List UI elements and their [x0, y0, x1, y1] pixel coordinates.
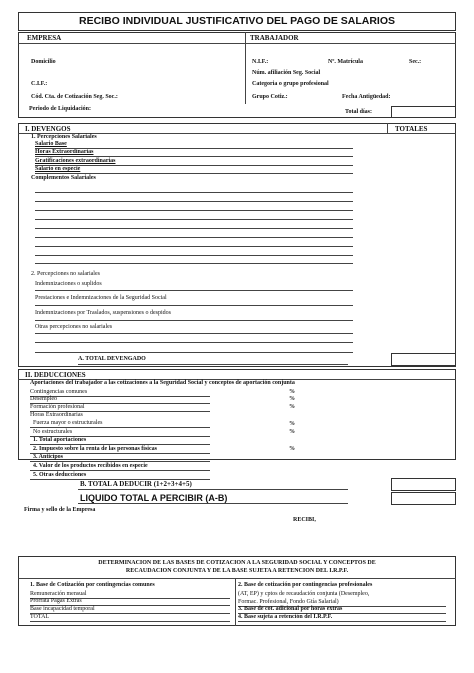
bases-left-header: 1. Base de Cotización por contingencias comunes: [30, 582, 155, 588]
entry-line: [30, 621, 230, 622]
firma-label: Firma y sello de la Empresa: [24, 507, 96, 513]
section-header-line: [18, 43, 456, 44]
total-deducir-field[interactable]: [391, 478, 456, 491]
entry-line: [35, 173, 353, 174]
entry-line: [35, 201, 353, 202]
anticipos: 3. Anticipos: [33, 454, 64, 460]
entry-line: [35, 333, 353, 334]
bases-divider: [235, 578, 236, 626]
bases-right-header: 2. Base de cotización por contingencias profesionales: [238, 582, 373, 588]
salario-base: Salario Base: [35, 141, 67, 147]
bases-right-line3: Formac. Profesional, Fondo Gtía Salarial): [238, 599, 339, 605]
entry-line: [35, 148, 353, 149]
contingencias-comunes: Contingencias comunes: [30, 389, 88, 395]
desempleo: Desempleo: [30, 396, 57, 402]
percepciones-salariales: 1. Percepciones Salariales: [31, 134, 97, 140]
section-divider: [245, 32, 246, 104]
entry-line: [238, 621, 446, 622]
afiliacion-label: Núm. afiliación Seg. Social: [252, 70, 321, 76]
aportaciones-label: Aportaciones del trabajador a las cotizaciones a la Seguridad Social y conceptos de aportación conjunta: [30, 380, 295, 386]
entry-line: [35, 246, 353, 247]
bases-horas-extras: 3. Base de cot. adicional por horas extras: [238, 606, 343, 612]
matricula-label: Nº. Matrícula: [328, 59, 363, 65]
total-dias-label: Total días:: [345, 109, 372, 115]
total-devengado-line: [78, 364, 348, 365]
horas-extra: Horas Extraordinarias: [35, 149, 94, 155]
total-dias-field[interactable]: [391, 106, 456, 118]
pct-fuerza-mayor: %: [289, 421, 295, 427]
gratificaciones: Gratificaciones extraordinarias: [35, 158, 116, 164]
deducciones-header: II. DEDUCCIONES: [25, 371, 86, 379]
bases-irpf: 4. Base sujeta a retención del I.R.P.F.: [238, 614, 333, 620]
entry-line: [30, 613, 230, 614]
cif-label: C.I.F.:: [31, 81, 48, 87]
trabajador-header: TRABAJADOR: [250, 34, 299, 42]
entry-line: [35, 210, 353, 211]
entry-line: [35, 156, 353, 157]
entry-line: [30, 427, 210, 428]
liquido-field[interactable]: [391, 492, 456, 505]
entry-line: [35, 192, 353, 193]
entry-line: [35, 219, 353, 220]
liquido-line: [78, 503, 348, 504]
empresa-header: EMPRESA: [27, 34, 62, 42]
entry-line: [35, 320, 353, 321]
entry-line: [35, 263, 353, 264]
totales-header: TOTALES: [395, 125, 428, 133]
entry-line: [30, 396, 210, 397]
bases-header-line: [18, 578, 456, 579]
irpf-label: 2. Impuesto sobre la renta de las personas físicas: [33, 446, 157, 452]
grupo-label: Grupo Cotiz.:: [252, 94, 288, 100]
entry-line: [35, 255, 353, 256]
prestaciones: Prestaciones e Indemnizaciones de la Seguridad Social: [35, 295, 167, 301]
bases-title-2: RECAUDACION CONJUNTA Y DE LA BASE SUJETA A RETENCION DEL I.R.P.F.: [125, 568, 349, 574]
bases-right-line2: (AT, EP) y cptos de recaudación conjunta (Desempleo,: [238, 591, 370, 597]
formacion: Formación profesional: [30, 404, 85, 410]
entry-line: [35, 352, 353, 353]
periodo-label: Periodo de Liquidación:: [29, 106, 92, 112]
nif-label: N.I.F.:: [252, 59, 269, 65]
total-devengado-label: A. TOTAL DEVENGADO: [78, 356, 146, 362]
antiguedad-label: Fecha Antigüedad:: [342, 94, 391, 100]
devengos-totales-divider: [387, 123, 388, 133]
cod-cta-label: Cód. Cta. de Cotización Seg. Soc.:: [31, 94, 118, 100]
entry-line: [35, 305, 353, 306]
indemnizaciones: Indemnizaciones o suplidos: [35, 281, 102, 287]
no-estructurales: No estructurales: [33, 429, 73, 435]
recibi-label: RECIBI,: [293, 517, 316, 523]
entry-line: [35, 342, 353, 343]
entry-line: [35, 228, 353, 229]
pct-irpf: %: [289, 446, 295, 452]
complementos: Complementos Salariales: [31, 175, 96, 181]
sec-label: Sec.:: [409, 59, 422, 65]
entry-line: [30, 444, 210, 445]
traslados: Indemnizaciones por Traslados, suspensiones o despidos: [35, 310, 171, 316]
total-devengado-field[interactable]: [391, 353, 456, 366]
pct-contingencias: %: [289, 389, 295, 395]
percepciones-no-salariales: 2. Percepciones no salariales: [31, 271, 100, 277]
remuneracion-mensual: Remuneración mensual: [30, 591, 87, 597]
pct-no-estructurales: %: [289, 429, 295, 435]
salario-especie: Salario en especie: [35, 166, 81, 172]
base-incapacidad: Base incapacidad temporal: [30, 606, 95, 612]
devengos-header: I. DEVENGOS: [25, 125, 71, 133]
total-deducir-line: [78, 489, 348, 490]
entry-line: [30, 461, 210, 462]
liquido-label: LIQUIDO TOTAL A PERCIBIR (A-B): [80, 493, 228, 503]
fuerza-mayor: Fuerza mayor o estructurales: [33, 420, 103, 426]
domicilio-label: Domicilio: [31, 59, 56, 65]
entry-line: [30, 470, 210, 471]
pct-formacion: %: [289, 404, 295, 410]
otras-no-salariales: Otras percepciones no salariales: [35, 324, 113, 330]
entry-line: [35, 237, 353, 238]
page-title: RECIBO INDIVIDUAL JUSTIFICATIVO DEL PAGO DE SALARIOS: [79, 15, 395, 27]
entry-line: [35, 165, 353, 166]
entry-line: [35, 290, 353, 291]
categoria-label: Categoria o grupo profesional: [252, 81, 329, 87]
valor-productos: 4. Valor de los productos recibidos en especie: [33, 463, 148, 469]
otras-deducciones: 5. Otras deducciones: [33, 472, 87, 478]
bases-total: TOTAL: [30, 614, 50, 620]
total-deducir-label: B. TOTAL A DEDUCIR (1+2+3+4+5): [80, 480, 192, 488]
prorrata-pagas: Prorrata Pagas Extras: [30, 598, 82, 604]
bases-title-1: DETERMINACION DE LAS BASES DE COTIZACION A LA SEGURIDAD SOCIAL Y CONCEPTOS DE: [98, 560, 376, 566]
horas-extraordinarias: Horas Extraordinarias: [30, 412, 83, 418]
total-aportaciones: 1. Total aportaciones: [33, 437, 87, 443]
pct-desempleo: %: [289, 396, 295, 402]
